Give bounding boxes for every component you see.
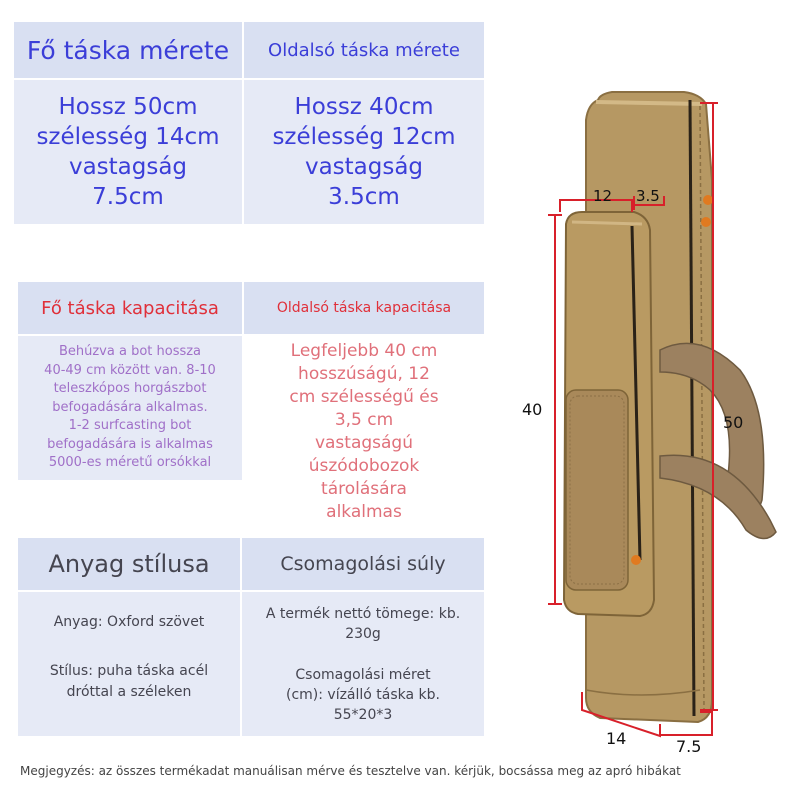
side-depth-label: 3.5 — [636, 187, 660, 205]
packaging-size-text: Csomagolási méret (cm): vízálló táska kb. 55*20*3 — [285, 667, 441, 723]
main-length-label: 50 — [723, 413, 744, 432]
main-size-value: Hossz 50cm szélesség 14cm vastagság 7.5cm — [36, 94, 220, 210]
material-title: Anyag stílusa — [48, 550, 210, 578]
side-capacity-value: Legfeljebb 40 cm hosszúságú, 12 cm szélességű és 3,5 cm vastagságú úszódobozok tárolására alkalmas — [289, 341, 439, 522]
main-capacity-value: Behúzva a bot hossza 40-49 cm között van. 8-10 teleszkópos horgászbot befogadására alkalmas. 1-2 surfcasting bot befogadására is alkalmas 5000-es méretű orsókkal — [44, 344, 216, 471]
main-width-label: 14 — [606, 729, 627, 748]
side-length-label: 40 — [522, 400, 543, 419]
side-pocket — [564, 212, 654, 616]
main-capacity-title: Fő táska kapacitása — [41, 297, 219, 319]
material-text: Anyag: Oxford szövet — [53, 614, 205, 630]
side-width-label: 12 — [593, 187, 613, 205]
style-text: Stílus: puha táska acél dróttal a széleken — [49, 663, 209, 700]
footnote: Megjegyzés: az összes termékadat manuálisan mérve és tesztelve van. kérjük, bocsássa meg az apró hibákat — [20, 764, 681, 778]
side-size-value: Hossz 40cm szélesség 12cm vastagság 3.5cm — [272, 94, 456, 210]
zipper-pull-icon — [701, 217, 711, 227]
main-size-title: Fő táska mérete — [26, 35, 230, 65]
weight-text: A termék nettó tömege: kb. 230g — [265, 606, 461, 642]
side-size-title: Oldalsó táska mérete — [268, 39, 460, 61]
packaging-title: Csomagolási súly — [280, 553, 446, 575]
main-depth-label: 7.5 — [676, 737, 702, 756]
side-capacity-title: Oldalsó táska kapacitása — [276, 300, 452, 316]
zipper-pull-icon — [631, 555, 641, 565]
zipper-pull-icon — [703, 195, 713, 205]
